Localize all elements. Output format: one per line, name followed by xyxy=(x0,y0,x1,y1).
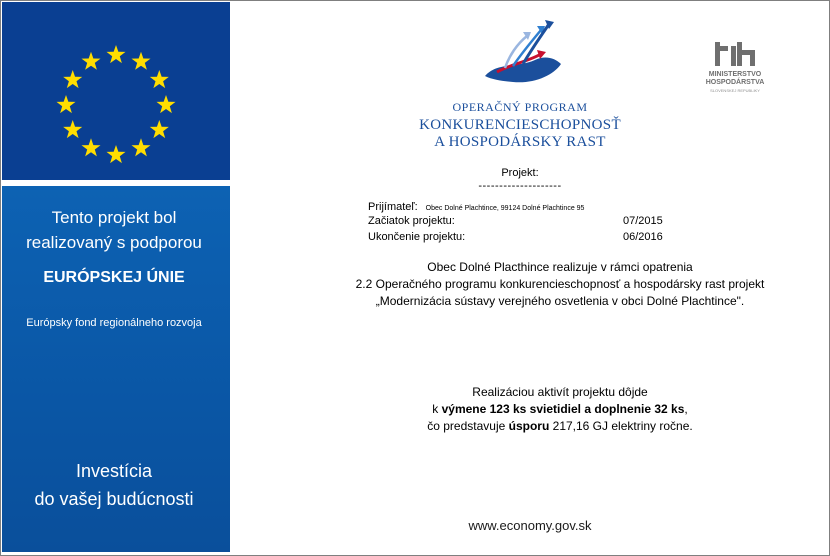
result-line-3 xyxy=(300,418,820,435)
investment-line-1: Investícia xyxy=(75,461,153,481)
recipient-value: Obec Dolné Plachtince, 99124 Dolné Plachtince 95 xyxy=(425,205,585,212)
fund-text: Európsky fond regionálneho rozvoja xyxy=(26,317,202,329)
recipient-label: Prijímateľ: xyxy=(368,201,418,213)
op-program-name-1: KONKURENCIESCHOPNOSŤ xyxy=(419,117,621,133)
investment-line-2: do vašej budúcnosti xyxy=(34,489,194,509)
op-program-label: OPERAČNÝ PROGRAM xyxy=(452,100,588,114)
result-line-2-bold: výmene 123 ks svietidiel a doplnenie 32 ks xyxy=(441,402,685,416)
eu-star-icon xyxy=(156,95,175,113)
description-line-1: Obec Dolné Placthince realizuje v rámci opatrenia xyxy=(427,260,693,274)
eu-star-icon xyxy=(106,145,125,163)
ministry-subtitle: SLOVENSKEJ REPUBLIKY xyxy=(710,88,760,93)
investment-text xyxy=(0,457,228,513)
start-value: 07/2015 xyxy=(623,215,663,227)
result-line-2 xyxy=(300,401,820,418)
result-line-2-suffix: , xyxy=(684,402,688,416)
recipient-row xyxy=(368,201,584,213)
start-label: Začiatok projektu: xyxy=(368,215,455,227)
op-program-name-2: A HOSPODÁRSKY RAST xyxy=(434,134,606,150)
eu-star-icon xyxy=(81,52,100,70)
result-line-3-prefix: čo predstavuje xyxy=(427,419,509,433)
supported-line-1: Tento projekt bol xyxy=(51,208,177,227)
end-value: 06/2016 xyxy=(623,231,663,243)
project-description xyxy=(300,259,820,310)
result-line-3-suffix: 217,16 GJ elektriny ročne. xyxy=(549,419,693,433)
eu-title: EURÓPSKEJ ÚNIE xyxy=(43,269,185,286)
supported-line-2: realizovaný s podporou xyxy=(26,233,202,252)
result-line-2-prefix: k xyxy=(432,402,442,416)
ministry-name xyxy=(690,71,780,87)
eu-star-icon xyxy=(131,52,150,70)
supported-text xyxy=(0,205,228,255)
ministry-name-line-2: HOSPODÁRSTVA xyxy=(705,79,765,86)
result-line-3-bold: úsporu xyxy=(508,419,550,433)
result-line-1: Realizáciou aktivít projektu dôjde xyxy=(472,385,648,399)
website-link[interactable]: www.economy.gov.sk xyxy=(468,518,592,533)
eu-flag-icon xyxy=(2,2,230,180)
eu-flag xyxy=(2,2,230,180)
ministry-name-line-1: MINISTERSTVO xyxy=(708,71,762,78)
eu-star-icon xyxy=(106,45,125,63)
description-line-2: 2.2 Operačného programu konkurencieschopnosť a hospodársky rast projekt xyxy=(355,277,765,291)
eu-star-icon xyxy=(150,70,169,88)
eu-star-icon xyxy=(63,120,82,138)
rising-arrows-icon xyxy=(483,20,563,90)
ministry-mark-icon xyxy=(715,42,755,66)
eu-star-icon xyxy=(56,95,75,113)
project-label: Projekt: xyxy=(501,167,539,179)
eu-star-icon xyxy=(81,138,100,156)
eu-star-icon xyxy=(131,138,150,156)
eu-star-icon xyxy=(63,70,82,88)
project-name: -------------------- xyxy=(478,180,562,192)
eu-star-icon xyxy=(150,120,169,138)
project-result xyxy=(300,384,820,435)
description-line-3: „Modernizácia sústavy verejného osvetlenia v obci Dolné Plachtince". xyxy=(375,294,745,308)
end-label: Ukončenie projektu: xyxy=(368,231,466,243)
